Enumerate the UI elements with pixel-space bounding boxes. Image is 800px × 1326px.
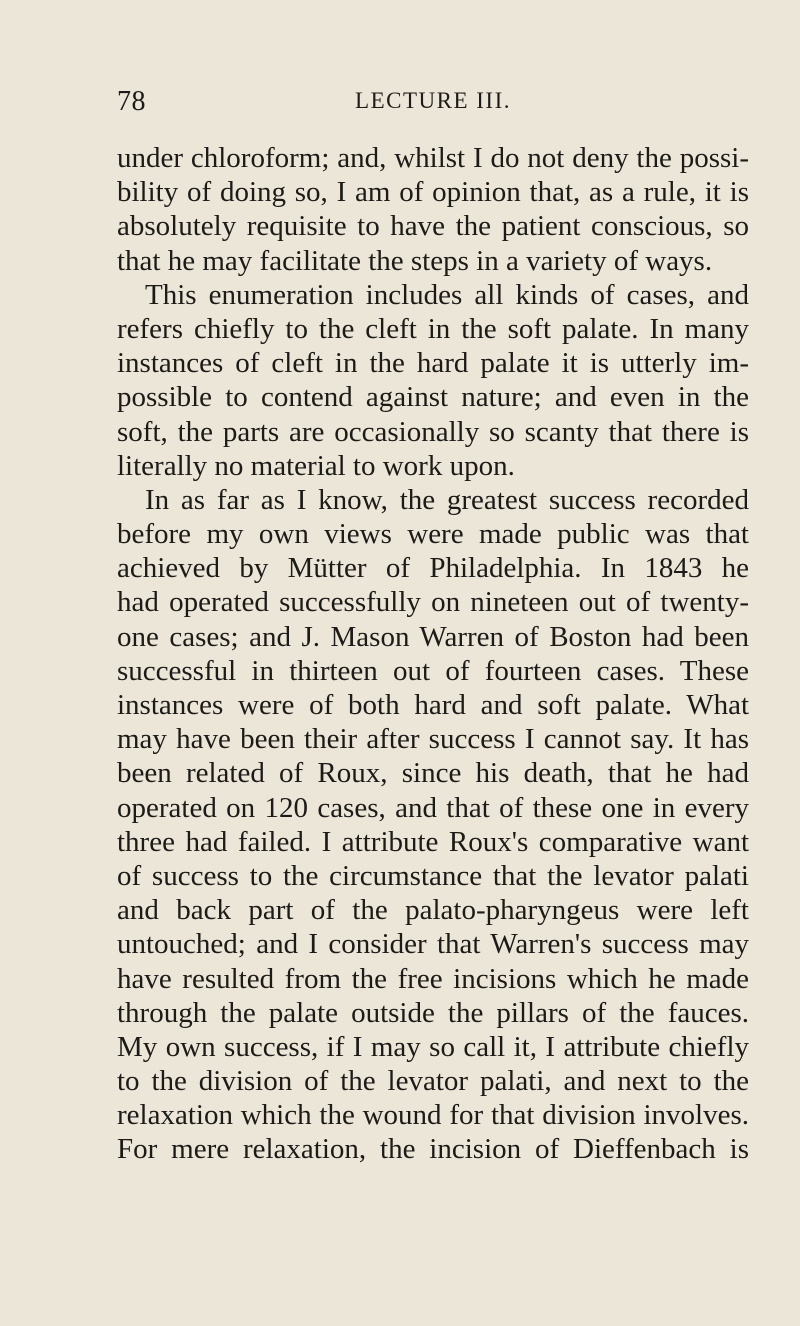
text-line: refers chiefly to the cleft in the soft palate. In many: [117, 312, 749, 345]
body-text: [117, 141, 749, 1167]
text-line: My own success, if I may so call it, I attribute chiefly: [117, 1030, 749, 1063]
text-line: possible to contend against nature; and even in the: [117, 381, 749, 414]
text-line: have resulted from the free incisions which he made: [117, 962, 749, 995]
text-line: one cases; and J. Mason Warren of Boston had been: [117, 620, 749, 653]
text-line: and back part of the palato-pharyngeus were left: [117, 894, 749, 927]
text-line: under chloroform; and, whilst I do not deny the possi-: [117, 142, 749, 174]
text-line: In as far as I know, the greatest success recorded: [145, 483, 749, 516]
text-line: achieved by Mütter of Philadelphia. In 1843 he: [117, 552, 749, 585]
text-line: successful in thirteen out of fourteen cases. These: [117, 654, 749, 687]
text-line: instances of cleft in the hard palate it is utterly im-: [117, 347, 749, 380]
chapter-title: LECTURE III.: [355, 88, 511, 113]
text-line: untouched; and I consider that Warren's success may: [117, 928, 749, 961]
text-line: relaxation which the wound for that division involves.: [117, 1099, 749, 1132]
text-line: operated on 120 cases, and that of these one in every: [117, 791, 749, 824]
text-line: before my own views were made public was that: [117, 518, 749, 551]
text-line: This enumeration includes all kinds of cases, and: [145, 278, 749, 311]
text-line: bility of doing so, I am of opinion that, as a rule, it is: [117, 176, 749, 209]
text-line: that he may facilitate the steps in a variety of ways.: [117, 244, 713, 277]
text-line: soft, the parts are occasionally so scanty that there is: [117, 415, 749, 448]
text-line: been related of Roux, since his death, that he had: [117, 757, 749, 790]
text-line: to the division of the levator palati, and next to the: [117, 1065, 749, 1098]
text-line: literally no material to work upon.: [117, 449, 515, 482]
text-line: absolutely requisite to have the patient conscious, so: [117, 210, 749, 243]
text-line: three had failed. I attribute Roux's comparative want: [117, 825, 749, 858]
text-line: For mere relaxation, the incision of Dieffenbach is: [117, 1133, 749, 1166]
text-line: may have been their after success I cannot say. It has: [117, 723, 749, 756]
page-number: 78: [117, 86, 146, 117]
text-line: instances were of both hard and soft palate. What: [117, 689, 749, 721]
running-head: [117, 86, 749, 118]
text-line: through the palate outside the pillars of the fauces.: [117, 996, 749, 1029]
text-line: of success to the circumstance that the levator palati: [117, 859, 749, 892]
text-line: had operated successfully on nineteen out of twenty-: [117, 586, 749, 619]
